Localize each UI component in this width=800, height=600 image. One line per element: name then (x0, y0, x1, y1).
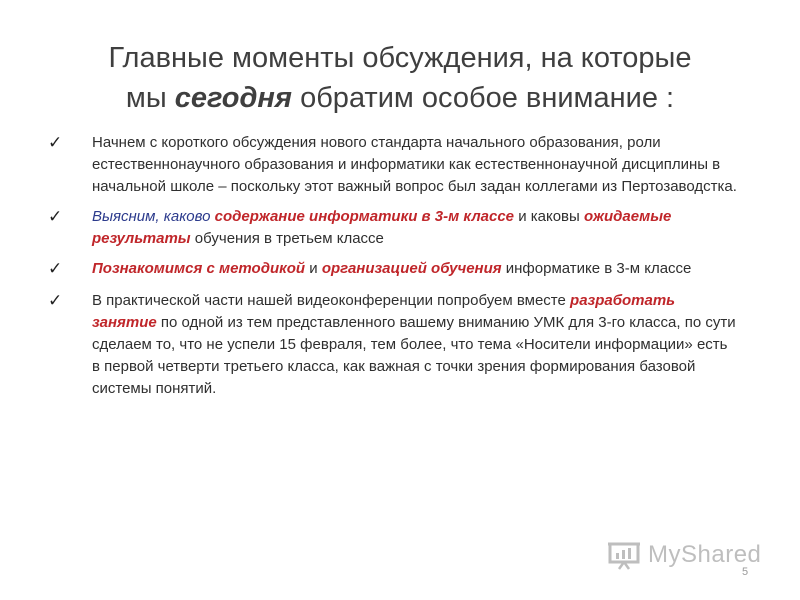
bullet-2-part-2: содержание информатики в 3-м классе (214, 208, 515, 225)
bullet-list (48, 132, 738, 408)
bullet-3-part-1: Познакомимся с методикой (92, 260, 306, 277)
bullet-2-part-1: Выясним, каково (92, 208, 215, 225)
checkmark-icon: ✓ (48, 207, 63, 226)
bullet-3-part-4: информатике в 3-м классе (501, 260, 692, 277)
bullet-4-part-2: разработать занятие (92, 292, 676, 331)
bullet-2-part-3: и каковы (514, 208, 584, 225)
bullet-1-text: Начнем с короткого обсуждения нового стандарта начального образования, роли естественнонаучного образования и информатики как естественнонаучной дисциплины в начальной школе – поскольку этот важный вопрос был задан коллегами из Пертозаводстка. (92, 134, 737, 195)
bullet-3-part-2: и (305, 260, 322, 277)
presentation-icon (608, 540, 642, 570)
bullet-4-part-3: по одной из тем представленного вашему вниманию УМК для 3-го класса, по сути сделаем то, что не успели 15 февраля, тем более, что тема «Носители информации» есть в первой четверти третьего класса, как важная с точки зрения формирования базовой системы понятий. (92, 314, 736, 397)
watermark-text: MyShared (648, 541, 762, 568)
bullet-4-part-1: В практической части нашей видеоконференции попробуем вместе (92, 292, 571, 309)
bullet-item-3 (48, 258, 738, 280)
title-line-2-end: обратим особое внимание : (292, 82, 675, 114)
title-emphasis: сегодня (174, 82, 293, 114)
slide-title (40, 38, 760, 118)
page-number: 5 (742, 566, 749, 578)
checkmark-icon: ✓ (48, 133, 63, 152)
bullet-3-part-3: организацией обучения (321, 260, 502, 277)
checkmark-icon: ✓ (48, 259, 63, 278)
bullet-2-part-5: обучения в третьем классе (190, 230, 384, 247)
title-line-2 (40, 78, 760, 118)
title-line-2-start: мы (125, 82, 175, 114)
watermark-logo (608, 538, 761, 572)
bullet-2-part-4: ожидаемые результаты (92, 208, 672, 247)
checkmark-icon: ✓ (48, 291, 63, 310)
bullet-item-1 (48, 132, 738, 198)
title-line-1: Главные моменты обсуждения, на которые (108, 42, 692, 74)
bullet-item-2 (48, 206, 738, 250)
bullet-item-4 (48, 290, 738, 400)
